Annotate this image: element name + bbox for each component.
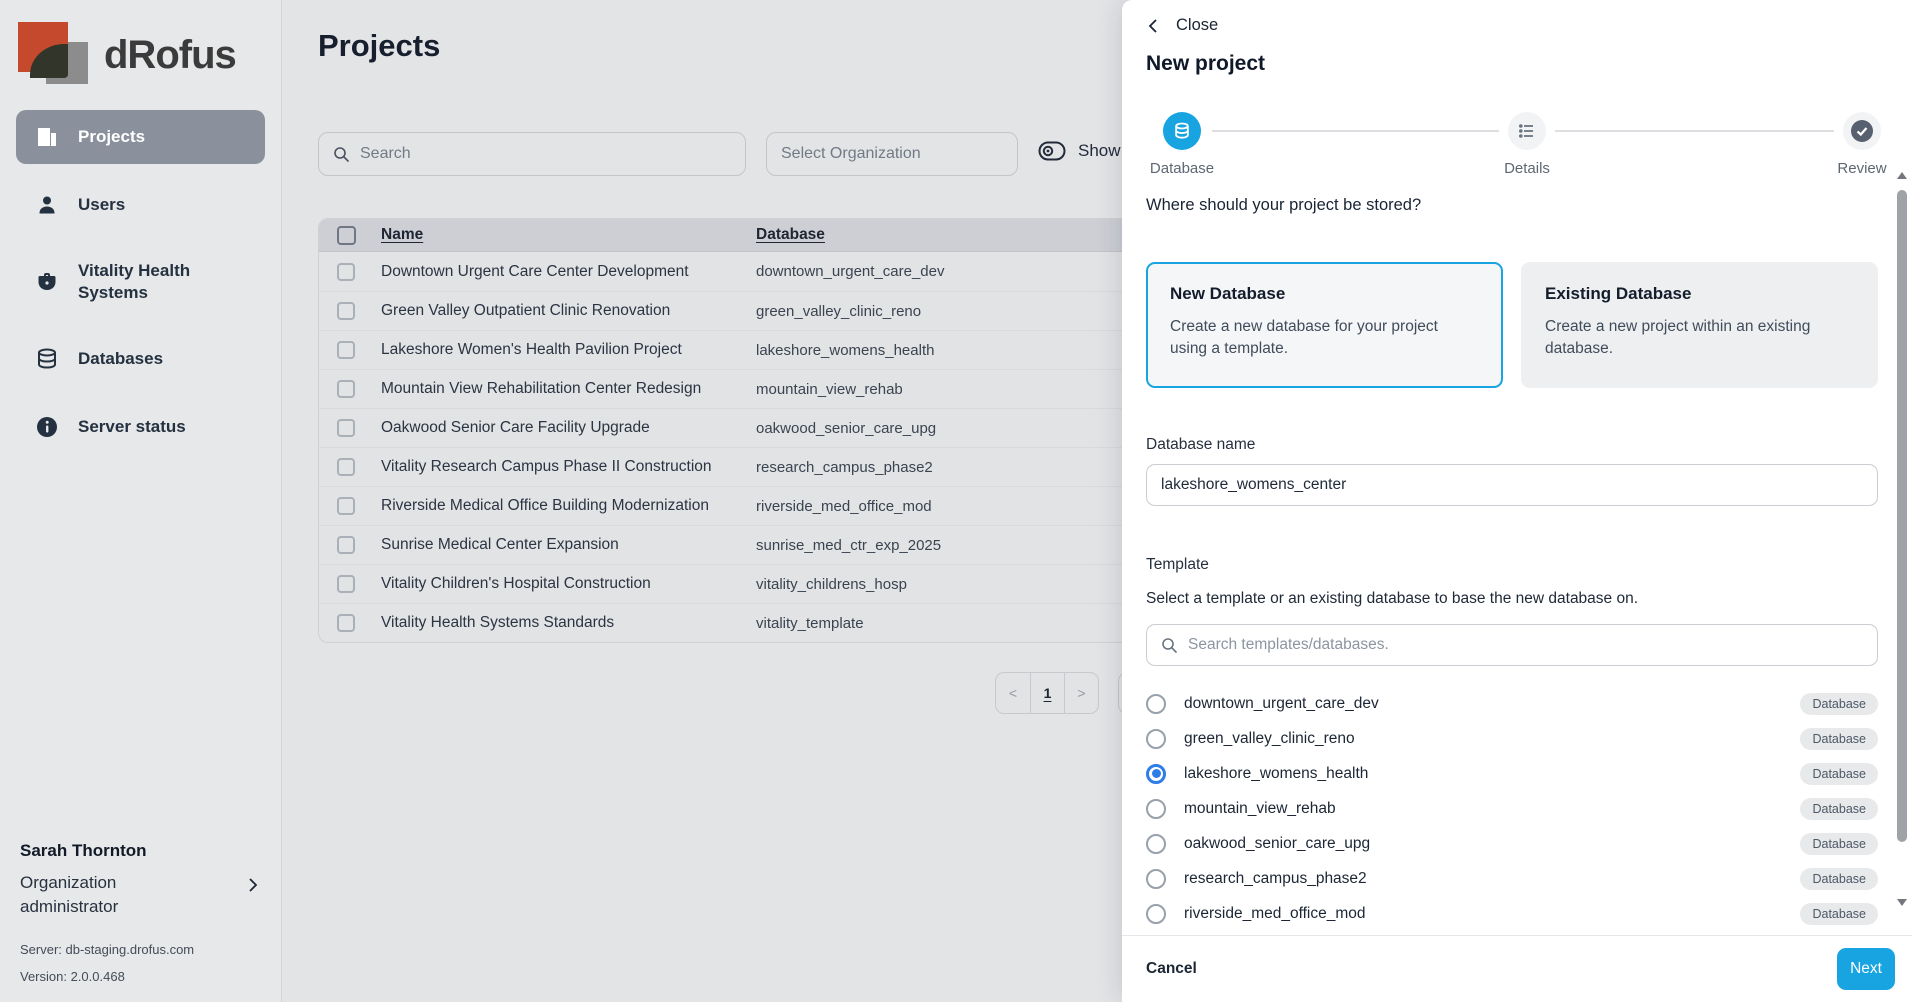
- user-name: Sarah Thornton: [20, 840, 147, 860]
- pagination-prev-button[interactable]: <: [1008, 685, 1018, 701]
- scrollbar-thumb[interactable]: [1897, 190, 1907, 842]
- drawer-title: New project: [1146, 52, 1266, 75]
- pagination: [995, 672, 1099, 714]
- column-header-database[interactable]: Database: [756, 226, 825, 243]
- template-name: green_valley_clinic_reno: [1184, 729, 1355, 747]
- step-database-circle: [1163, 112, 1201, 150]
- project-name-cell: Downtown Urgent Care Center Development: [381, 262, 689, 280]
- row-checkbox[interactable]: [337, 575, 355, 593]
- row-checkbox[interactable]: [337, 497, 355, 515]
- row-checkbox[interactable]: [337, 419, 355, 437]
- cancel-button[interactable]: Cancel: [1146, 960, 1197, 977]
- template-name: research_campus_phase2: [1184, 869, 1367, 887]
- search-placeholder: Search: [360, 145, 411, 162]
- list-step-icon: [1518, 122, 1536, 140]
- template-option[interactable]: [1146, 791, 1878, 826]
- template-option[interactable]: [1146, 721, 1878, 756]
- project-name-cell: Oakwood Senior Care Facility Upgrade: [381, 419, 650, 436]
- project-name-cell: Lakeshore Women's Health Pavilion Project: [381, 341, 682, 358]
- row-checkbox[interactable]: [337, 614, 355, 632]
- template-hint: Select a template or an existing database to base the new database on.: [1146, 590, 1639, 607]
- info-icon: [34, 414, 60, 440]
- project-name-cell: Sunrise Medical Center Expansion: [381, 536, 619, 553]
- option-existing-database[interactable]: [1521, 262, 1878, 388]
- radio-button[interactable]: [1146, 799, 1166, 819]
- organization-placeholder: Select Organization: [781, 145, 921, 162]
- sidebar-item-label: Vitality Health Systems: [78, 261, 191, 303]
- database-badge: Database: [1800, 868, 1878, 890]
- option-new-database[interactable]: [1146, 262, 1503, 388]
- close-label: Close: [1176, 16, 1219, 34]
- template-name: mountain_view_rehab: [1184, 799, 1336, 817]
- project-database-cell: research_campus_phase2: [756, 458, 933, 476]
- storage-option-cards: [1146, 262, 1878, 388]
- database-name-label: Database name: [1146, 436, 1256, 453]
- project-name-cell: Vitality Research Campus Phase II Construction: [381, 458, 712, 475]
- option-title: Existing Database: [1545, 284, 1692, 303]
- sidebar: [0, 0, 282, 1002]
- new-project-drawer: [1122, 0, 1912, 1002]
- project-database-cell: oakwood_senior_care_upg: [756, 419, 937, 437]
- template-option[interactable]: [1146, 896, 1878, 931]
- row-checkbox[interactable]: [337, 302, 355, 320]
- radio-button[interactable]: [1146, 869, 1166, 889]
- radio-button[interactable]: [1146, 729, 1166, 749]
- user-role: Organization administrator: [20, 872, 119, 917]
- project-database-cell: green_valley_clinic_reno: [756, 302, 922, 320]
- drawer-scrollbar[interactable]: [1896, 168, 1908, 928]
- row-checkbox[interactable]: [337, 536, 355, 554]
- template-name: riverside_med_office_mod: [1184, 904, 1366, 922]
- project-database-cell: riverside_med_office_mod: [756, 497, 932, 515]
- sidebar-item-label: Databases: [78, 349, 164, 369]
- template-option[interactable]: [1146, 686, 1878, 721]
- chevron-right-icon: [245, 877, 261, 893]
- database-name-input[interactable]: [1161, 476, 1863, 494]
- person-icon: [34, 192, 60, 218]
- project-name-cell: Mountain View Rehabilitation Center Redesign: [381, 380, 702, 397]
- drawer-footer: [1122, 935, 1912, 1002]
- sidebar-item-label: Users: [78, 194, 126, 214]
- database-icon: [34, 346, 60, 372]
- row-checkbox[interactable]: [337, 458, 355, 476]
- page-title: Projects: [318, 28, 441, 63]
- template-option[interactable]: [1146, 861, 1878, 896]
- server-label: Server: db-staging.drofus.com: [20, 942, 195, 957]
- option-description: Create a new database for your project using a template.: [1170, 318, 1438, 358]
- radio-button[interactable]: [1146, 834, 1166, 854]
- sidebar-item-databases[interactable]: [16, 332, 265, 386]
- show-label: Show: [1078, 141, 1121, 160]
- database-badge: Database: [1800, 763, 1878, 785]
- pagination-page-1[interactable]: 1: [1030, 673, 1064, 713]
- show-toggle[interactable]: [1038, 141, 1121, 161]
- step-database: [1122, 112, 1242, 177]
- drawer-close-button[interactable]: [1146, 16, 1218, 35]
- scroll-down-icon[interactable]: [1897, 899, 1907, 906]
- project-database-cell: vitality_childrens_hosp: [756, 575, 907, 593]
- database-badge: Database: [1800, 728, 1878, 750]
- toggle-icon: [1038, 141, 1066, 161]
- radio-button[interactable]: [1146, 764, 1166, 784]
- search-icon: [1161, 637, 1178, 654]
- row-checkbox[interactable]: [337, 263, 355, 281]
- sidebar-nav: [0, 104, 281, 454]
- pagination-next-button[interactable]: >: [1064, 673, 1098, 713]
- search-icon: [333, 146, 350, 163]
- project-database-cell: vitality_template: [756, 614, 864, 632]
- template-search-input[interactable]: [1188, 636, 1863, 654]
- check-step-icon: [1850, 119, 1874, 143]
- sidebar-item-label: Projects: [78, 126, 146, 146]
- version-label: Version: 2.0.0.468: [20, 969, 125, 984]
- option-description: Create a new project within an existing database.: [1545, 318, 1811, 358]
- step-label: Database: [1149, 160, 1215, 177]
- next-button[interactable]: Next: [1837, 948, 1895, 990]
- row-checkbox[interactable]: [337, 380, 355, 398]
- project-database-cell: lakeshore_womens_health: [756, 341, 935, 359]
- sidebar-item-projects[interactable]: [16, 110, 265, 164]
- row-checkbox[interactable]: [337, 341, 355, 359]
- app-logo: [0, 0, 281, 104]
- column-header-name[interactable]: Name: [381, 226, 424, 243]
- organization-select[interactable]: [766, 132, 1018, 176]
- database-badge: Database: [1800, 833, 1878, 855]
- chevron-left-icon: [1146, 18, 1160, 34]
- user-role-row[interactable]: [20, 871, 261, 920]
- template-option[interactable]: [1146, 756, 1878, 791]
- app-logo-text: dRofus: [104, 32, 236, 77]
- projects-search-input[interactable]: [318, 132, 746, 176]
- template-search-wrap: [1146, 624, 1878, 666]
- project-name-cell: Vitality Children's Hospital Construction: [381, 575, 651, 592]
- scroll-up-icon[interactable]: [1897, 172, 1907, 179]
- project-database-cell: sunrise_med_ctr_exp_2025: [756, 536, 942, 554]
- building-icon: [34, 124, 60, 150]
- step-details-circle: [1508, 112, 1546, 150]
- database-name-field-wrap: [1146, 464, 1878, 506]
- option-title: New Database: [1170, 284, 1286, 303]
- user-block: [0, 841, 281, 1002]
- briefcase-icon: [34, 269, 60, 295]
- project-database-cell: mountain_view_rehab: [756, 380, 903, 398]
- project-name-cell: Riverside Medical Office Building Modernization: [381, 497, 709, 514]
- step-label: Review: [1837, 160, 1887, 177]
- project-name-cell: Green Valley Outpatient Clinic Renovation: [381, 302, 671, 319]
- project-name-cell: Vitality Health Systems Standards: [381, 614, 615, 631]
- sidebar-item-organization[interactable]: [16, 246, 265, 318]
- radio-button[interactable]: [1146, 904, 1166, 924]
- sidebar-item-server-status[interactable]: [16, 400, 265, 454]
- storage-question: Where should your project be stored?: [1146, 196, 1422, 214]
- template-list: [1146, 686, 1878, 931]
- step-review-circle: [1843, 112, 1881, 150]
- template-name: downtown_urgent_care_dev: [1184, 694, 1379, 712]
- template-name: lakeshore_womens_health: [1184, 764, 1369, 782]
- step-connector: [1212, 130, 1499, 132]
- radio-button[interactable]: [1146, 694, 1166, 714]
- database-step-icon: [1172, 121, 1192, 141]
- select-all-checkbox[interactable]: [337, 226, 356, 245]
- database-badge: Database: [1800, 798, 1878, 820]
- project-database-cell: downtown_urgent_care_dev: [756, 263, 945, 280]
- database-badge: Database: [1800, 903, 1878, 925]
- drofus-logo-icon: [18, 20, 90, 90]
- step-details: [1467, 112, 1587, 177]
- template-option[interactable]: [1146, 826, 1878, 861]
- database-badge: Database: [1800, 693, 1878, 715]
- sidebar-item-users[interactable]: [16, 178, 265, 232]
- template-label: Template: [1146, 556, 1209, 573]
- step-label: Details: [1504, 160, 1550, 177]
- sidebar-item-label: Server status: [78, 417, 186, 437]
- template-name: oakwood_senior_care_upg: [1184, 834, 1371, 852]
- step-connector: [1555, 130, 1834, 132]
